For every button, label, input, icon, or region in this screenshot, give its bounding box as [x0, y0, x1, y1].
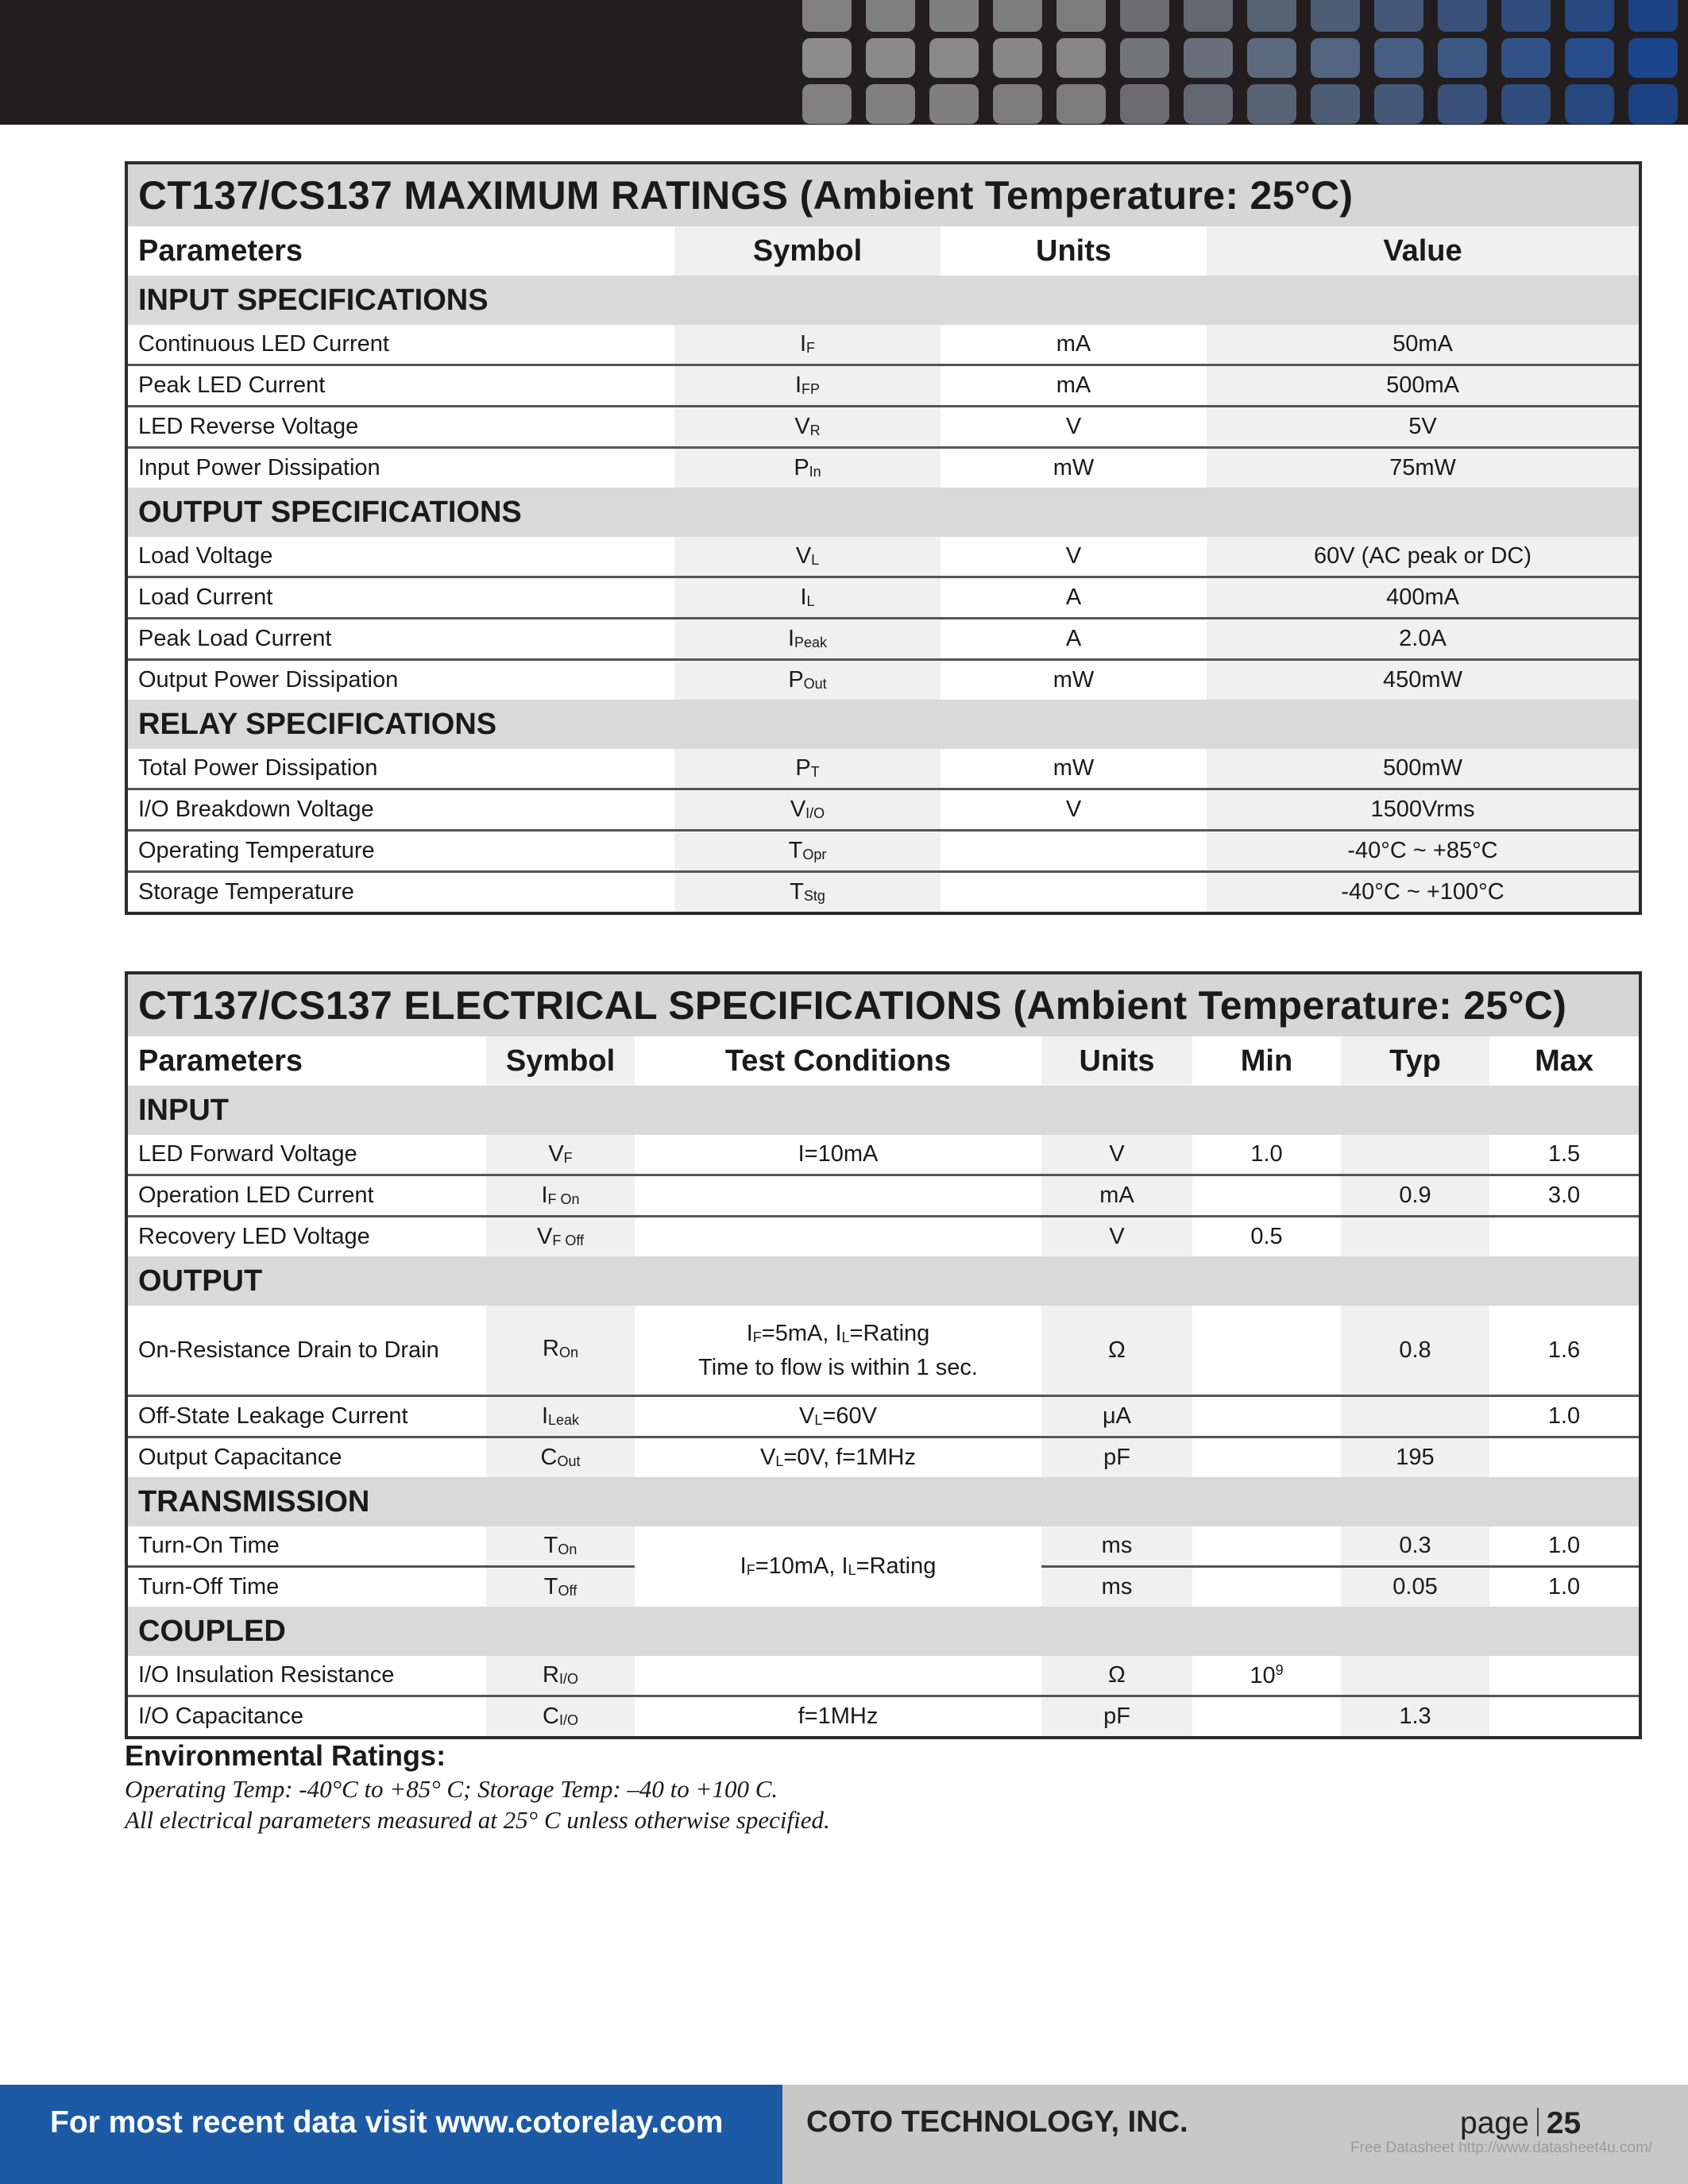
units-cell: mA: [941, 365, 1207, 407]
max-ratings-table: [125, 161, 1642, 915]
col-header-parameters: Parameters: [126, 1036, 486, 1086]
header-tile: [1184, 38, 1233, 78]
value-cell: 75mW: [1207, 448, 1640, 488]
table-row: [126, 1175, 1640, 1217]
header-tile: [993, 0, 1042, 32]
symbol-letter: I: [787, 626, 795, 651]
value-cell: 60V (AC peak or DC): [1207, 537, 1640, 577]
symbol-cell: [674, 365, 941, 407]
page-separator: [1537, 2108, 1539, 2136]
header-tile: [1438, 0, 1487, 32]
symbol-subscript: F: [563, 1150, 573, 1166]
header-tile: [1628, 0, 1678, 32]
param-cell: LED Forward Voltage: [126, 1135, 486, 1175]
symbol-subscript: F Off: [552, 1233, 585, 1248]
symbol-subscript: Peak: [794, 635, 828, 650]
table-row: [126, 1217, 1640, 1257]
min-cell: [1192, 1696, 1341, 1738]
typ-cell: 0.8: [1341, 1306, 1489, 1396]
min-cell: [1192, 1526, 1341, 1567]
typ-cell: 0.9: [1341, 1175, 1489, 1217]
symbol-cell: [674, 448, 941, 488]
col-header-symbol: Symbol: [674, 226, 941, 276]
min-cell: 0.5: [1192, 1217, 1341, 1257]
header-tile: [993, 38, 1042, 78]
units-cell: [941, 831, 1207, 872]
symbol-cell: [486, 1656, 635, 1696]
value-cell: 450mW: [1207, 660, 1640, 700]
table-row: [126, 407, 1640, 448]
max-cell: [1489, 1437, 1640, 1478]
header-tile: [1438, 38, 1487, 78]
symbol-letter: V: [794, 414, 810, 439]
header-tile: [1628, 84, 1678, 124]
header-tile: [1565, 84, 1614, 124]
condition-cell: [635, 1217, 1041, 1257]
cond-text: =60V: [822, 1403, 877, 1429]
min-cell: [1192, 1175, 1341, 1217]
table-row: [126, 1396, 1640, 1437]
header-tile-graphic: [802, 0, 1688, 123]
symbol-cell: [674, 660, 941, 700]
min-cell: [1192, 1396, 1341, 1437]
symbol-subscript: Opr: [802, 847, 827, 862]
param-cell: On-Resistance Drain to Drain: [126, 1306, 486, 1396]
param-cell: Load Current: [126, 577, 674, 619]
condition-cell: [635, 1656, 1041, 1696]
param-cell: Turn-Off Time: [126, 1567, 486, 1607]
header-tile: [1056, 0, 1106, 32]
table-row: [126, 1526, 1640, 1567]
header-tile: [1501, 38, 1551, 78]
footer-company-name: COTO TECHNOLOGY, INC.: [806, 2105, 1188, 2139]
max-cell: 3.0: [1489, 1175, 1640, 1217]
table-row: [126, 749, 1640, 789]
param-cell: Peak LED Current: [126, 365, 674, 407]
symbol-letter: P: [794, 455, 809, 480]
header-tile: [1120, 38, 1169, 78]
param-cell: Operating Temperature: [126, 831, 674, 872]
table-row: [126, 577, 1640, 619]
symbol-cell: [674, 831, 941, 872]
col-header-units: Units: [941, 226, 1207, 276]
header-tile: [1056, 84, 1106, 124]
header-tile: [1374, 38, 1423, 78]
header-tile: [1311, 84, 1360, 124]
typ-cell: [1341, 1135, 1489, 1175]
symbol-letter: I: [794, 372, 802, 398]
min-cell: [1192, 1306, 1341, 1396]
page-number: 25: [1546, 2106, 1582, 2140]
header-tile: [866, 0, 915, 32]
symbol-subscript: F: [806, 340, 816, 356]
symbol-cell: [486, 1175, 635, 1217]
col-header-min: Min: [1192, 1036, 1341, 1086]
cond-subscript: F: [752, 1329, 762, 1345]
symbol-cell: [486, 1437, 635, 1478]
header-tile: [1247, 38, 1296, 78]
max-cell: 1.6: [1489, 1306, 1640, 1396]
cond-text: =0V, f=1MHz: [783, 1445, 916, 1470]
units-cell: mW: [941, 448, 1207, 488]
units-cell: mW: [941, 749, 1207, 789]
environmental-note-line-1: Operating Temp: -40°C to +85° C; Storage Temp: –40 to +100 C.: [125, 1775, 778, 1803]
symbol-subscript: T: [810, 764, 820, 780]
symbol-letter: R: [543, 1662, 559, 1688]
header-tile: [1374, 0, 1423, 32]
symbol-letter: T: [543, 1533, 558, 1558]
table-row: [126, 831, 1640, 872]
param-cell: I/O Breakdown Voltage: [126, 789, 674, 831]
condition-cell: [635, 1306, 1041, 1396]
symbol-cell: [486, 1306, 635, 1396]
table-row: [126, 1656, 1640, 1696]
header-tile: [1501, 84, 1551, 124]
symbol-cell: [674, 325, 941, 365]
value-cell: 500mA: [1207, 365, 1640, 407]
cond-text: I: [746, 1320, 753, 1346]
condition-cell: [635, 1175, 1041, 1217]
symbol-subscript: Out: [803, 676, 827, 692]
condition-line-1: [635, 1318, 1041, 1352]
col-header-units: Units: [1041, 1036, 1192, 1086]
units-cell: V: [941, 407, 1207, 448]
cond-subscript: L: [814, 1412, 823, 1428]
symbol-letter: I: [541, 1403, 548, 1429]
cond-text: =Rating: [856, 1553, 937, 1579]
footer-page-indicator: [1460, 2106, 1581, 2141]
header-tile: [1311, 38, 1360, 78]
param-cell: Continuous LED Current: [126, 325, 674, 365]
table-row: [126, 872, 1640, 914]
cond-text: I: [740, 1553, 747, 1579]
symbol-cell: [486, 1526, 635, 1567]
param-cell: Operation LED Current: [126, 1175, 486, 1217]
cond-subscript: L: [848, 1562, 856, 1578]
symbol-subscript: On: [558, 1344, 578, 1360]
col-header-value: Value: [1207, 226, 1640, 276]
value-cell: -40°C ~ +85°C: [1207, 831, 1640, 872]
symbol-cell: [486, 1696, 635, 1738]
max-cell: 1.0: [1489, 1396, 1640, 1437]
symbol-cell: [674, 577, 941, 619]
header-tile: [929, 84, 979, 124]
symbol-letter: P: [795, 755, 811, 781]
units-cell: V: [1041, 1135, 1192, 1175]
electrical-specs-table: [125, 971, 1642, 1739]
symbol-cell: [674, 537, 941, 577]
param-cell: Input Power Dissipation: [126, 448, 674, 488]
header-tile: [1184, 84, 1233, 124]
header-tile: [802, 84, 852, 124]
param-cell: Turn-On Time: [126, 1526, 486, 1567]
symbol-cell: [674, 749, 941, 789]
page-label: page: [1460, 2106, 1529, 2140]
cond-text: V: [799, 1403, 815, 1429]
symbol-subscript: Out: [557, 1453, 581, 1469]
max-cell: 1.0: [1489, 1567, 1640, 1607]
table-row: [126, 1135, 1640, 1175]
value-cell: 5V: [1207, 407, 1640, 448]
footer-watermark: Free Datasheet http://www.datasheet4u.com/: [1350, 2140, 1653, 2156]
symbol-letter: C: [543, 1704, 559, 1729]
value-cell: 2.0A: [1207, 619, 1640, 660]
symbol-subscript: F On: [547, 1191, 580, 1207]
symbol-letter: V: [790, 797, 806, 822]
units-cell: A: [941, 577, 1207, 619]
symbol-subscript: I/O: [558, 1671, 578, 1687]
units-cell: mA: [941, 325, 1207, 365]
section-transmission: TRANSMISSION: [126, 1477, 1640, 1526]
cond-text: =5mA, I: [761, 1320, 842, 1346]
typ-cell: 1.3: [1341, 1696, 1489, 1738]
cond-text: V: [760, 1445, 776, 1470]
units-cell: Ω: [1041, 1306, 1192, 1396]
value-cell: 400mA: [1207, 577, 1640, 619]
symbol-letter: I: [799, 331, 807, 357]
header-tile: [1628, 38, 1678, 78]
header-tile: [1565, 0, 1614, 32]
symbol-cell: [674, 872, 941, 914]
max-cell: [1489, 1217, 1640, 1257]
header-tile: [1120, 84, 1169, 124]
units-cell: ms: [1041, 1526, 1192, 1567]
param-cell: Storage Temperature: [126, 872, 674, 914]
cond-text: =Rating: [849, 1320, 930, 1346]
header-tile: [802, 38, 852, 78]
symbol-subscript: I/O: [805, 805, 825, 821]
symbol-cell: [674, 619, 941, 660]
symbol-letter: C: [540, 1445, 558, 1470]
units-cell: mW: [941, 660, 1207, 700]
param-cell: I/O Insulation Resistance: [126, 1656, 486, 1696]
symbol-cell: [486, 1135, 635, 1175]
typ-cell: 0.05: [1341, 1567, 1489, 1607]
header-tile: [1374, 84, 1423, 124]
param-cell: I/O Capacitance: [126, 1696, 486, 1738]
header-tile: [1311, 0, 1360, 32]
symbol-subscript: Leak: [548, 1412, 580, 1428]
table-row: [126, 619, 1640, 660]
table-row: [126, 1437, 1640, 1478]
cond-subscript: F: [746, 1562, 755, 1578]
header-tile: [1501, 0, 1551, 32]
section-coupled: COUPLED: [126, 1607, 1640, 1656]
symbol-cell: [486, 1567, 635, 1607]
header-tile: [1120, 0, 1169, 32]
value-cell: -40°C ~ +100°C: [1207, 872, 1640, 914]
symbol-subscript: In: [809, 464, 821, 480]
max-cell: 1.5: [1489, 1135, 1640, 1175]
section-relay-specifications: RELAY SPECIFICATIONS: [126, 700, 1640, 749]
section-output-specifications: OUTPUT SPECIFICATIONS: [126, 488, 1640, 537]
units-cell: Ω: [1041, 1656, 1192, 1696]
cond-text: =10mA, I: [755, 1553, 848, 1579]
table-row: [126, 365, 1640, 407]
param-cell: Load Voltage: [126, 537, 674, 577]
header-tile: [929, 38, 979, 78]
header-tile: [1247, 84, 1296, 124]
units-cell: pF: [1041, 1437, 1192, 1478]
value-cell: 1500Vrms: [1207, 789, 1640, 831]
header-tile: [866, 84, 915, 124]
symbol-cell: [486, 1217, 635, 1257]
cond-subscript: L: [841, 1329, 850, 1345]
section-input: INPUT: [126, 1086, 1640, 1135]
header-tile: [993, 84, 1042, 124]
condition-cell: I=10mA: [635, 1135, 1041, 1175]
symbol-subscript: On: [558, 1542, 577, 1557]
cond-subscript: L: [775, 1453, 784, 1469]
symbol-cell: [674, 789, 941, 831]
units-cell: μA: [1041, 1396, 1192, 1437]
symbol-letter: I: [541, 1183, 548, 1208]
symbol-letter: P: [788, 667, 804, 693]
table-row: [126, 660, 1640, 700]
condition-cell: f=1MHz: [635, 1696, 1041, 1738]
symbol-letter: V: [795, 543, 812, 569]
param-cell: Output Power Dissipation: [126, 660, 674, 700]
header-tile: [866, 38, 915, 78]
symbol-subscript: Stg: [803, 888, 825, 904]
symbol-subscript: L: [811, 552, 820, 568]
symbol-letter: V: [536, 1224, 553, 1249]
condition-cell: [635, 1396, 1041, 1437]
symbol-letter: I: [800, 585, 807, 610]
condition-cell: [635, 1526, 1041, 1607]
value-cell: 500mW: [1207, 749, 1640, 789]
table-row: [126, 537, 1640, 577]
header-tile: [1184, 0, 1233, 32]
symbol-cell: [674, 407, 941, 448]
table-row: [126, 325, 1640, 365]
units-cell: V: [941, 537, 1207, 577]
min-base: 10: [1250, 1662, 1276, 1688]
max-cell: [1489, 1656, 1640, 1696]
units-cell: V: [941, 789, 1207, 831]
condition-line-2: Time to flow is within 1 sec.: [698, 1354, 978, 1380]
header-tile: [929, 0, 979, 32]
table-row: [126, 1696, 1640, 1738]
table-row: [126, 1306, 1640, 1396]
symbol-subscript: I/O: [558, 1712, 578, 1728]
units-cell: mA: [1041, 1175, 1192, 1217]
environmental-ratings-title: Environmental Ratings:: [125, 1739, 446, 1772]
header-tile: [1247, 0, 1296, 32]
col-header-symbol: Symbol: [486, 1036, 635, 1086]
section-input-specifications: INPUT SPECIFICATIONS: [126, 276, 1640, 325]
symbol-cell: [486, 1396, 635, 1437]
table-row: [126, 789, 1640, 831]
min-cell: [1192, 1656, 1341, 1696]
col-header-typ: Typ: [1341, 1036, 1489, 1086]
max-cell: [1489, 1696, 1640, 1738]
symbol-subscript: Off: [558, 1583, 577, 1599]
min-cell: 1.0: [1192, 1135, 1341, 1175]
min-cell: [1192, 1437, 1341, 1478]
max-ratings-title: CT137/CS137 MAXIMUM RATINGS (Ambient Temperature: 25°C): [126, 163, 1640, 226]
symbol-letter: V: [548, 1141, 564, 1167]
symbol-letter: R: [543, 1335, 559, 1361]
symbol-letter: T: [790, 879, 804, 905]
typ-cell: [1341, 1656, 1489, 1696]
param-cell: Total Power Dissipation: [126, 749, 674, 789]
param-cell: Recovery LED Voltage: [126, 1217, 486, 1257]
section-output: OUTPUT: [126, 1256, 1640, 1306]
units-cell: [941, 872, 1207, 914]
typ-cell: 0.3: [1341, 1526, 1489, 1567]
col-header-test-conditions: Test Conditions: [635, 1036, 1041, 1086]
units-cell: ms: [1041, 1567, 1192, 1607]
condition-cell: [635, 1437, 1041, 1478]
symbol-subscript: R: [809, 423, 821, 438]
units-cell: pF: [1041, 1696, 1192, 1738]
header-tile: [802, 0, 852, 32]
footer-visit-link[interactable]: For most recent data visit www.cotorelay.com: [50, 2105, 724, 2140]
param-cell: Off-State Leakage Current: [126, 1396, 486, 1437]
typ-cell: 195: [1341, 1437, 1489, 1478]
units-cell: V: [1041, 1217, 1192, 1257]
param-cell: LED Reverse Voltage: [126, 407, 674, 448]
min-exponent: 9: [1275, 1661, 1284, 1678]
param-cell: Peak Load Current: [126, 619, 674, 660]
symbol-subscript: FP: [802, 381, 821, 397]
col-header-parameters: Parameters: [126, 226, 674, 276]
max-cell: 1.0: [1489, 1526, 1640, 1567]
table-row: [126, 448, 1640, 488]
header-tile: [1438, 84, 1487, 124]
electrical-specs-title: CT137/CS137 ELECTRICAL SPECIFICATIONS (Ambient Temperature: 25°C): [126, 973, 1640, 1036]
header-tile: [1056, 38, 1106, 78]
typ-cell: [1341, 1217, 1489, 1257]
value-cell: 50mA: [1207, 325, 1640, 365]
units-cell: A: [941, 619, 1207, 660]
environmental-note-line-2: All electrical parameters measured at 25° C unless otherwise specified.: [125, 1806, 830, 1834]
param-cell: Output Capacitance: [126, 1437, 486, 1478]
page-header-band: [0, 0, 1688, 125]
symbol-letter: T: [788, 838, 803, 863]
min-cell: [1192, 1567, 1341, 1607]
symbol-subscript: L: [806, 593, 815, 609]
col-header-max: Max: [1489, 1036, 1640, 1086]
typ-cell: [1341, 1396, 1489, 1437]
symbol-letter: T: [543, 1574, 558, 1599]
header-tile: [1565, 38, 1614, 78]
